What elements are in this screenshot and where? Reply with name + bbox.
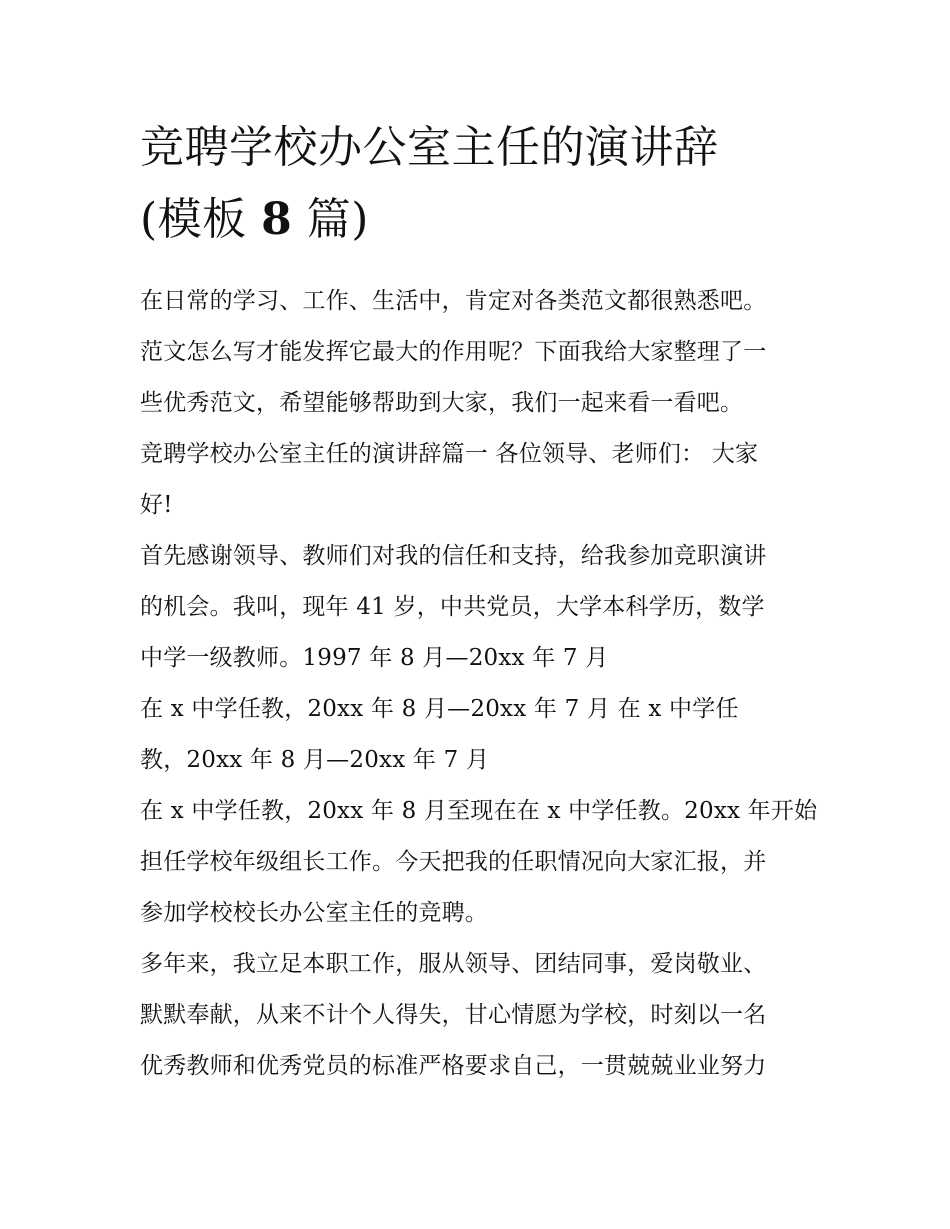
body-line: 优秀教师和优秀党员的标准严格要求自己，一贯兢兢业业努力 (140, 1053, 767, 1079)
body-line: 竞聘学校办公室主任的演讲辞篇一 各位领导、老师们： 大家 (140, 441, 759, 467)
body-line: 范文怎么写才能发挥它最大的作用呢？下面我给大家整理了一 (140, 339, 767, 365)
body-line: 在日常的学习、工作、生活中，肯定对各类范文都很熟悉吧。 (140, 288, 767, 314)
body-line: 好! (140, 492, 173, 518)
body-line: 在 x 中学任教，20xx 年 8 月至现在在 x 中学任教。20xx 年开始 (140, 798, 818, 824)
body-line: 默默奉献，从来不计个人得失，甘心情愿为学校，时刻以一名 (140, 1002, 767, 1028)
body-line: 的机会。我叫，现年 41 岁，中共党员，大学本科学历，数学 (140, 594, 765, 620)
body-line: 些优秀范文，希望能够帮助到大家，我们一起来看一看吧。 (140, 390, 744, 416)
body-line: 担任学校年级组长工作。今天把我的任职情况向大家汇报，并 (140, 849, 767, 875)
body-line: 首先感谢领导、教师们对我的信任和支持，给我参加竞职演讲 (140, 543, 767, 569)
body-line: 教，20xx 年 8 月—20xx 年 7 月 (140, 747, 490, 773)
title-line-2-close: 篇) (306, 194, 369, 245)
body-line: 在 x 中学任教，20xx 年 8 月—20xx 年 7 月 在 x 中学任 (140, 696, 739, 722)
document-body (140, 276, 820, 1092)
document-title (140, 112, 840, 256)
body-line: 参加学校校长办公室主任的竞聘。 (140, 900, 488, 926)
body-line: 多年来，我立足本职工作，服从领导、团结同事，爱岗敬业、 (140, 951, 767, 977)
title-line-1: 竞聘学校办公室主任的演讲辞 (140, 122, 719, 173)
body-line: 中学一级教师。1997 年 8 月—20xx 年 7 月 (140, 645, 609, 671)
title-line-2-open: (模板 (140, 194, 247, 245)
title-line-2-number: 8 (261, 194, 293, 245)
title-line-2 (140, 184, 840, 256)
